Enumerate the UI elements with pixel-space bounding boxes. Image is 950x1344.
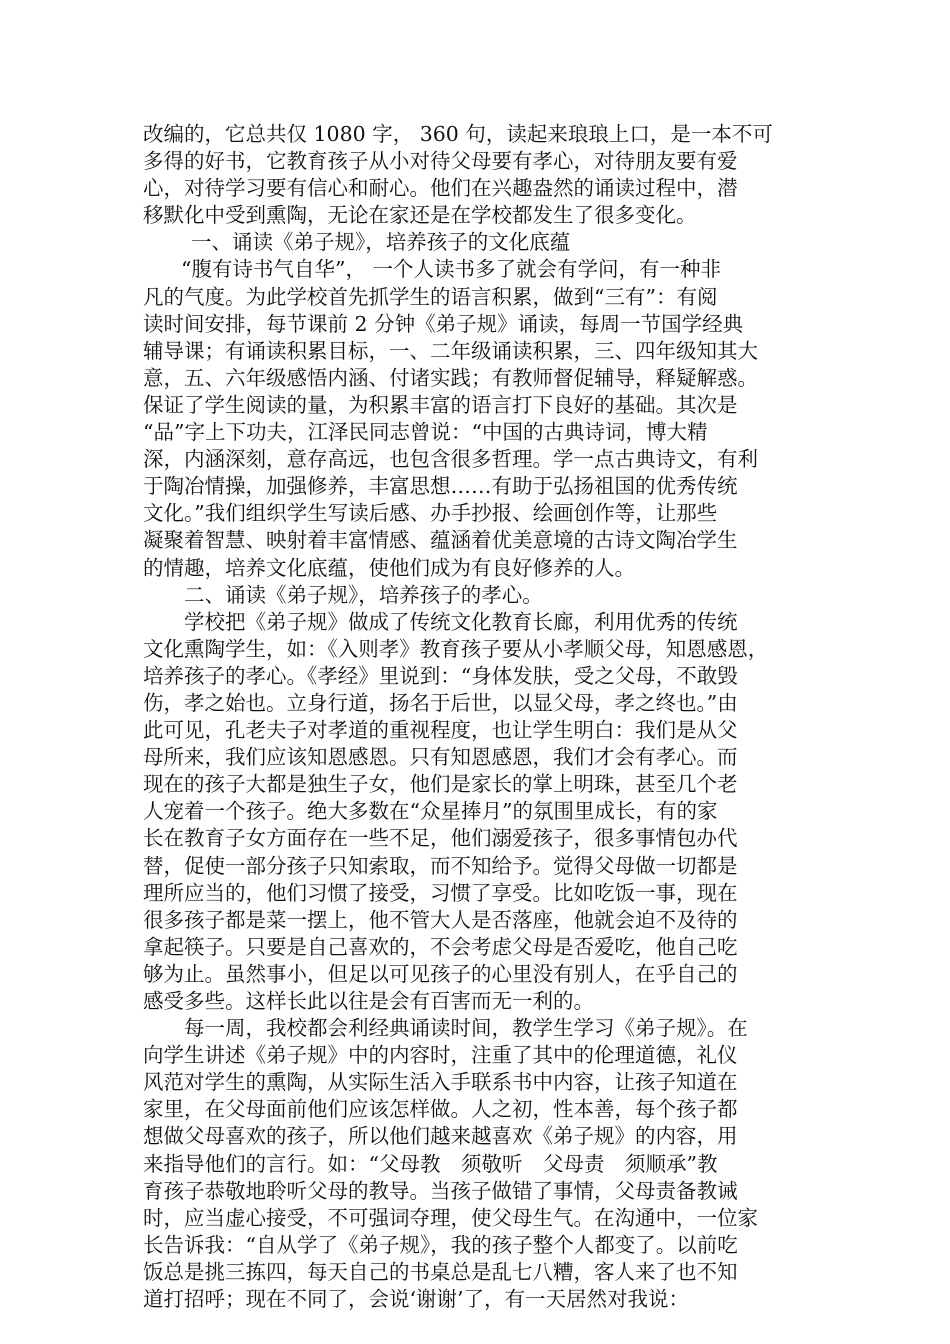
text-line: 移默化中受到熏陶，无论在家还是在学校都发生了很多变化。	[143, 203, 697, 228]
text-line: 风范对学生的熏陶，从实际生活入手联系书中内容，让孩子知道在	[143, 1070, 738, 1095]
text-line: 每一周，我校都会利经典诵读时间，教学生学习《弟子规》。在	[184, 1016, 748, 1041]
text-line: 家里，在父母面前他们应该怎样做。人之初，性本善，每个孩子都	[143, 1097, 738, 1122]
text-line: “品”字上下功夫，江泽民同志曾说：“中国的古典诗词，博大精	[143, 420, 708, 445]
text-line: 文化熏陶学生，如：《入则孝》教育孩子要从小孝顺父母，知恩感恩，	[143, 636, 769, 661]
text-line: 凝聚着智慧、映射着丰富情感、蕴涵着优美意境的古诗文陶冶学生	[143, 528, 738, 553]
text-line: 替，促使一部分孩子只知索取，而不知给予。觉得父母做一切都是	[143, 853, 738, 878]
text-line: 读时间安排，每节课前 2 分钟《弟子规》诵读，每周一节国学经典	[143, 311, 744, 336]
text-line: 现在的孩子大都是独生子女，他们是家长的掌上明珠，甚至几个老	[143, 772, 738, 797]
text-line: 深，内涵深刻，意存高远，也包含很多哲理。学一点古典诗文，有利	[143, 447, 758, 472]
text-line: 一、诵读《弟子规》，培养孩子的文化底蕴	[191, 230, 571, 255]
text-line: 于陶冶情操，加强修养，丰富思想……有助于弘扬祖国的优秀传统	[143, 474, 738, 499]
text-line: 母所来，我们应该知恩感恩。只有知恩感恩，我们才会有孝心。而	[143, 745, 738, 770]
text-line: 理所应当的，他们习惯了接受，习惯了享受。比如吃饭一事，现在	[143, 880, 738, 905]
text-line: 够为止。虽然事小，但足以可见孩子的心里没有别人，在乎自己的	[143, 961, 738, 986]
text-line: 二、诵读《弟子规》，培养孩子的孝心。	[184, 582, 543, 607]
text-line: 的情趣，培养文化底蕴，使他们成为有良好修养的人。	[143, 555, 635, 580]
body-text	[143, 121, 813, 1313]
text-line: 文化。”我们组织学生写读后感、办手抄报、绘画创作等，让那些	[143, 501, 718, 526]
text-line: 道打招呼；现在不同了，会说‘谢谢’了，有一天居然对我说：	[143, 1287, 690, 1312]
text-line: 想做父母喜欢的孩子，所以他们越来越喜欢《弟子规》的内容，用	[143, 1124, 738, 1149]
text-line: 多得的好书，它教育孩子从小对待父母要有孝心，对待朋友要有爱	[143, 149, 738, 174]
text-line: 学校把《弟子规》做成了传统文化教育长廊，利用优秀的传统	[184, 609, 738, 634]
text-line: 意，五、六年级感悟内涵、付诸实践；有教师督促辅导，释疑解惑。	[143, 365, 758, 390]
text-line: 拿起筷子。只要是自己喜欢的，不会考虑父母是否爱吃，他自己吃	[143, 934, 738, 959]
text-line: 长告诉我：“自从学了《弟子规》，我的孩子整个人都变了。以前吃	[143, 1232, 738, 1257]
text-line: 伤，孝之始也。立身行道，扬名于后世，以显父母，孝之终也。”由	[143, 690, 738, 715]
text-line: 凡的气度。为此学校首先抓学生的语言积累，做到“三有”：有阅	[143, 284, 718, 309]
text-line: “腹有诗书气自华”， 一个人读书多了就会有学问，有一种非	[181, 257, 721, 282]
text-line: 人宠着一个孩子。绝大多数在“众星捧月”的氛围里成长，有的家	[143, 799, 718, 824]
text-line: 很多孩子都是菜一摆上，他不管大人是否落座，他就会迫不及待的	[143, 907, 738, 932]
text-line: 育孩子恭敬地聆听父母的教导。当孩子做错了事情，父母责备教诫	[143, 1178, 738, 1203]
text-line: 来指导他们的言行。如：“父母教 须敬听 父母责 须顺承”教	[143, 1151, 718, 1176]
text-line: 此可见，孔老夫子对孝道的重视程度，也让学生明白：我们是从父	[143, 718, 738, 743]
text-line: 向学生讲述《弟子规》中的内容时，注重了其中的伦理道德，礼仪	[143, 1043, 738, 1068]
text-line: 感受多些。这样长此以往是会有百害而无一利的。	[143, 989, 594, 1013]
text-line: 改编的，它总共仅 1080 字， 360 句，读起来琅琅上口，是一本不可	[143, 122, 773, 146]
text-line: 长在教育子女方面存在一些不足，他们溺爱孩子，很多事情包办代	[143, 826, 738, 851]
text-line: 时，应当虚心接受，不可强词夺理，使父母生气。在沟通中，一位家	[143, 1205, 758, 1230]
text-line: 保证了学生阅读的量，为积累丰富的语言打下良好的基础。其次是	[143, 392, 738, 417]
text-line: 培养孩子的孝心。《孝经》里说到：“身体发肤，受之父母，不敢毁	[143, 663, 738, 688]
text-line: 辅导课；有诵读积累目标，一、二年级诵读积累，三、四年级知其大	[143, 338, 758, 363]
text-line: 心，对待学习要有信心和耐心。他们在兴趣盎然的诵读过程中，潜	[143, 176, 738, 201]
text-line: 饭总是挑三拣四，每天自己的书桌总是乱七八糟，客人来了也不知	[143, 1259, 738, 1284]
